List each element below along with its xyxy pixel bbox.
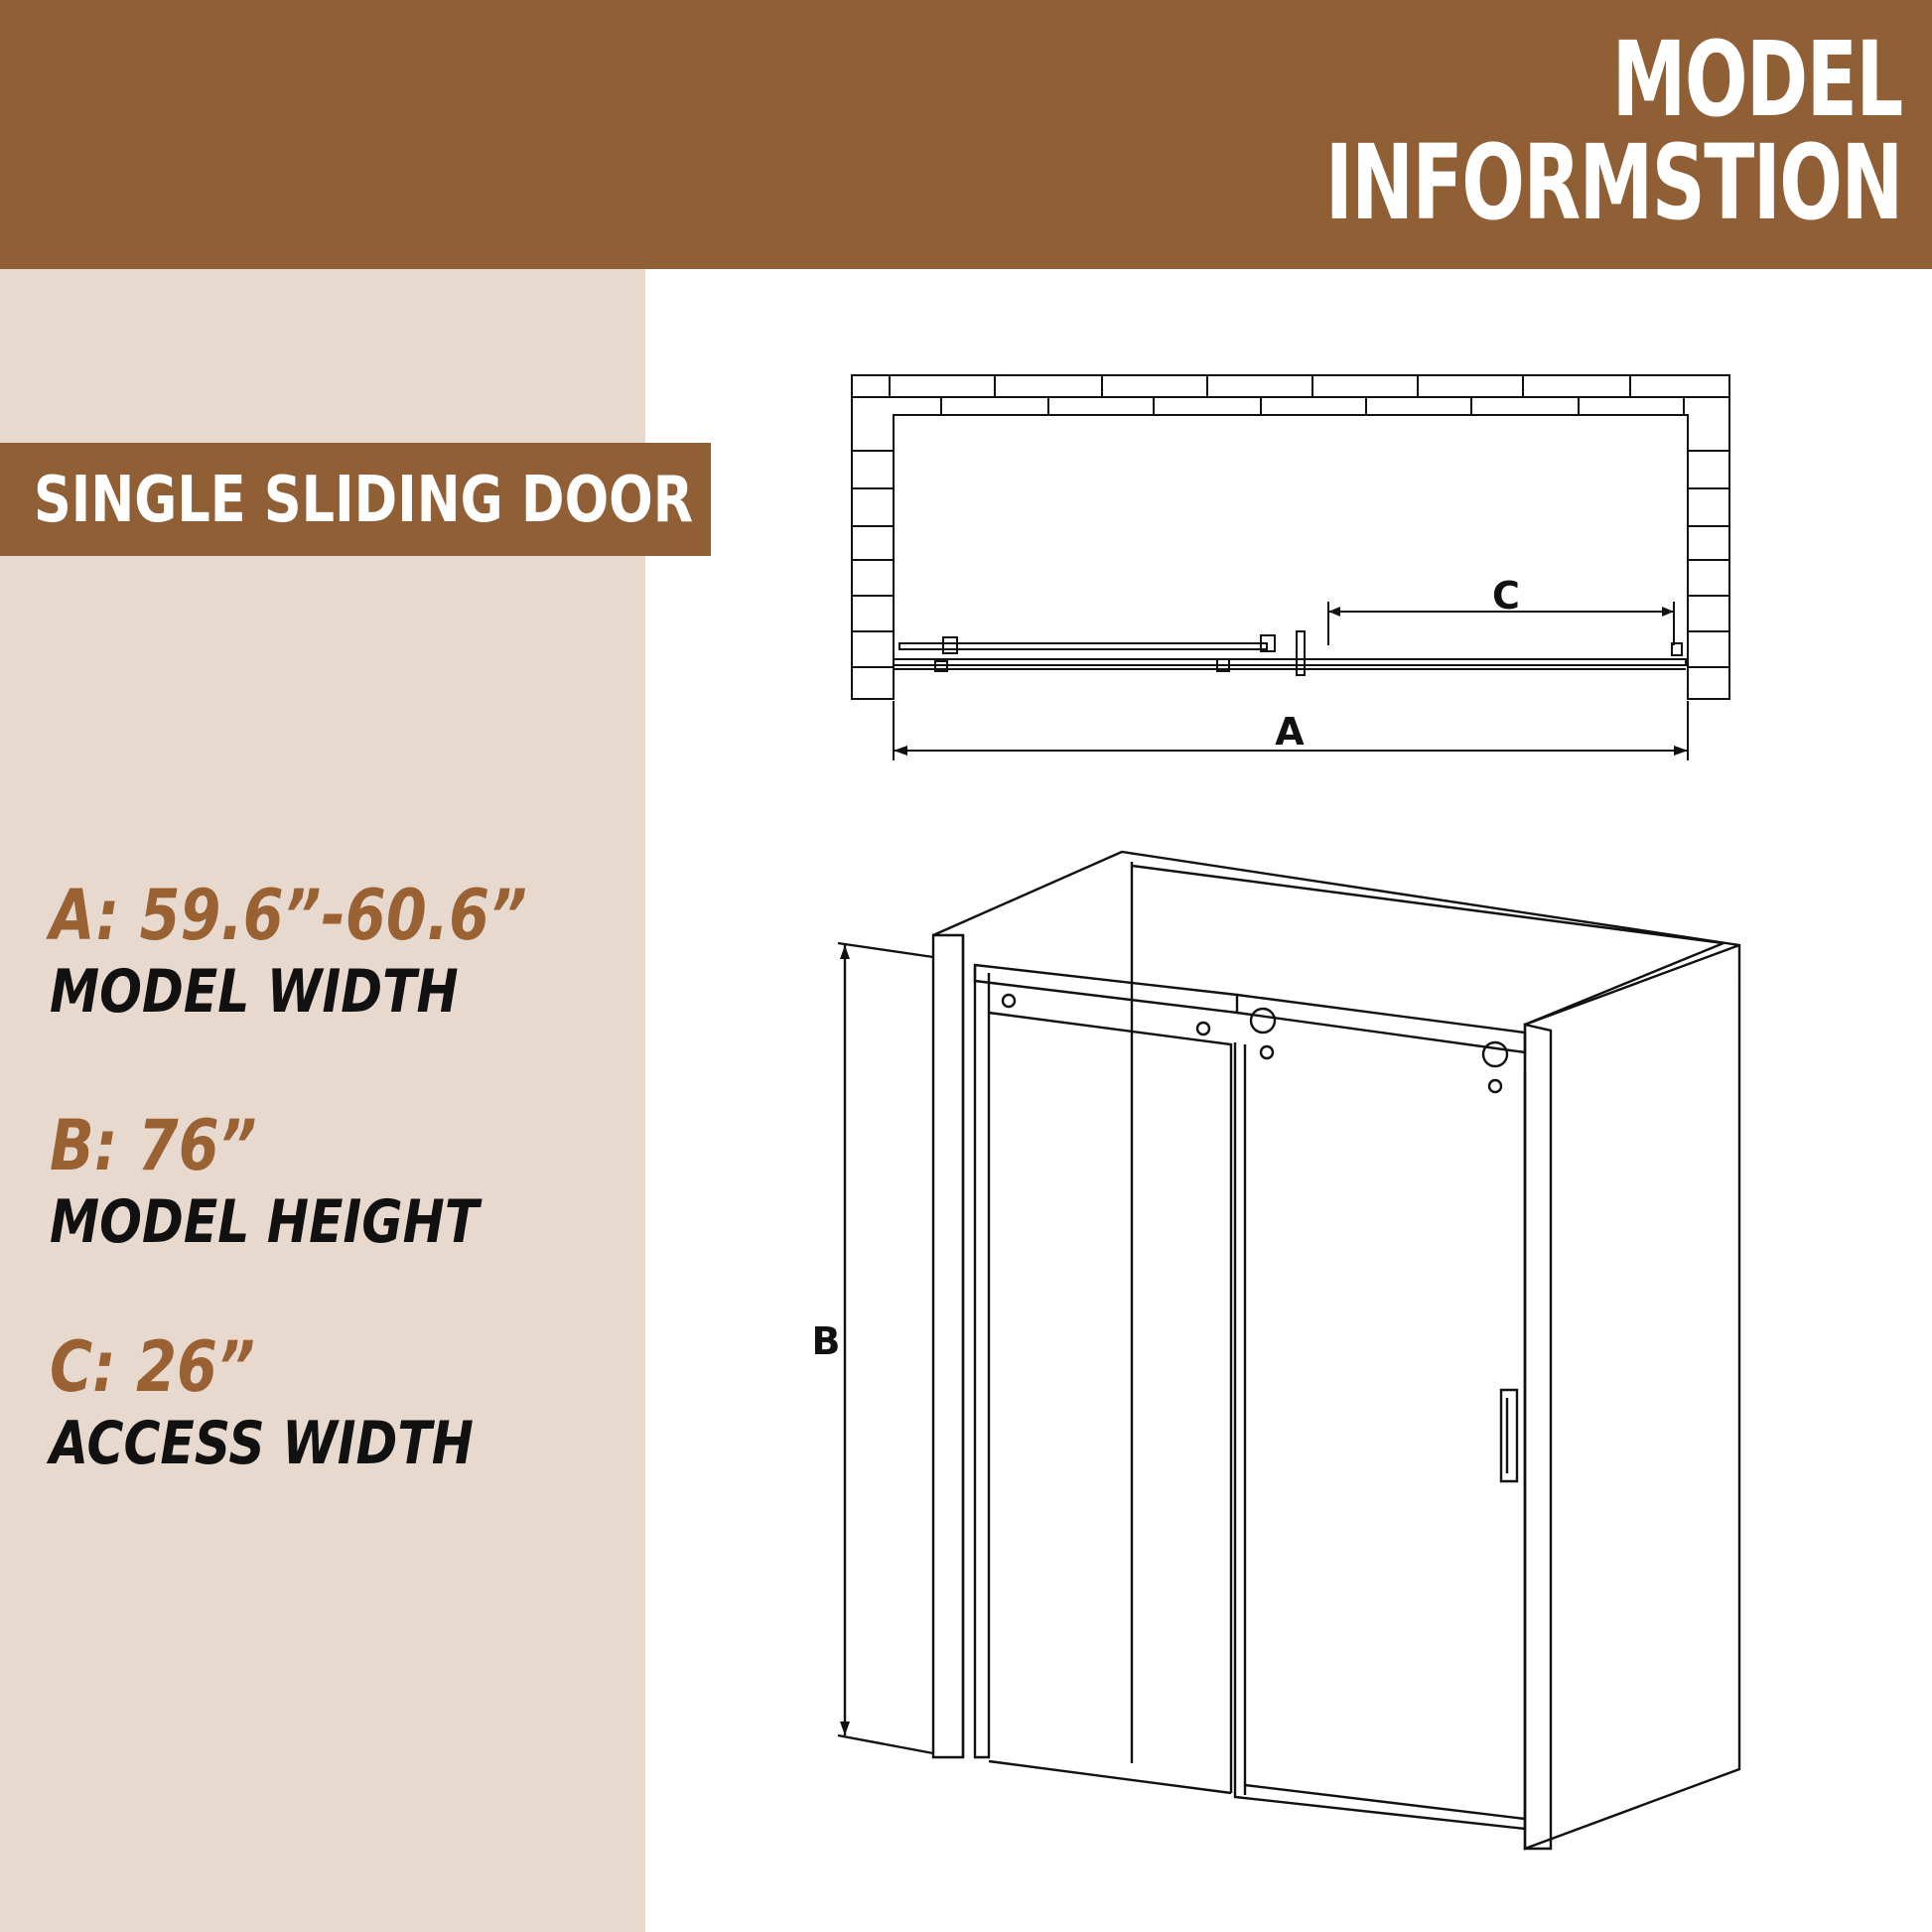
product-type-label: SINGLE SLIDING DOOR xyxy=(34,464,694,537)
dimension-arrows xyxy=(840,607,1688,1735)
spec-width-label: MODEL WIDTH xyxy=(50,957,459,1027)
spec-height-label: MODEL HEIGHT xyxy=(50,1187,480,1257)
dimension-c-label: C xyxy=(1492,574,1520,618)
title-line-1: MODEL xyxy=(1612,19,1902,140)
dimension-a-label: A xyxy=(1275,710,1305,754)
title-line-2: INFORMSTION xyxy=(1325,122,1902,243)
spec-access-value: C: 26” xyxy=(50,1326,255,1408)
top-view-diagram xyxy=(852,375,1729,760)
spec-width-value: A: 59.6”-60.6” xyxy=(50,875,527,956)
spec-access-label: ACCESS WIDTH xyxy=(50,1409,474,1478)
spec-height-value: B: 76” xyxy=(50,1105,257,1186)
dimension-b-label: B xyxy=(811,1319,841,1363)
perspective-view-diagram xyxy=(838,852,1739,1849)
